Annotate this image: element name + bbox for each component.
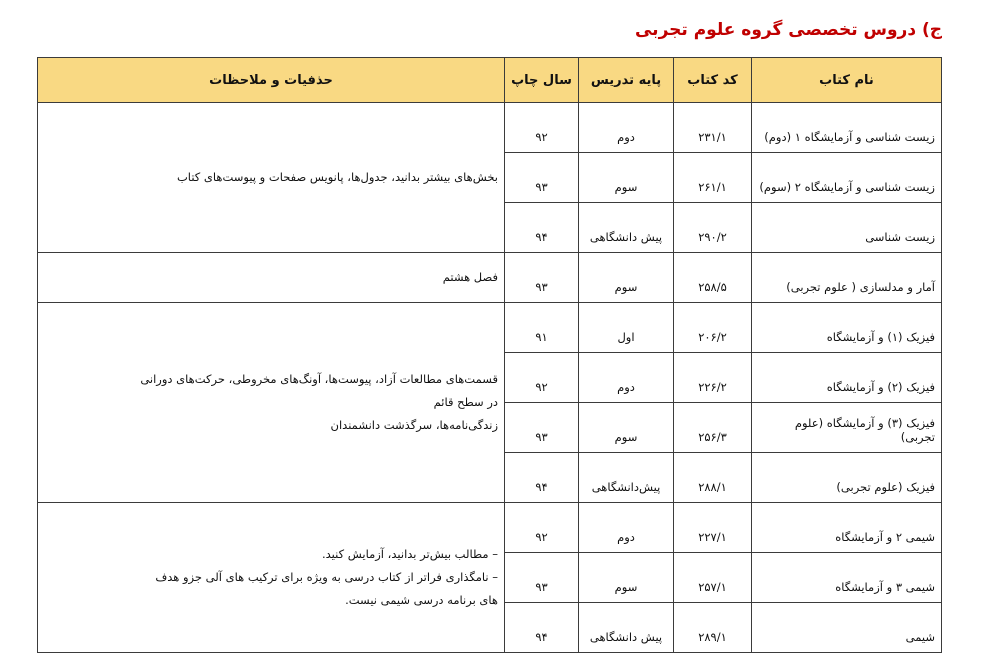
book-name: فیزیک (۳) و آزمایشگاه (علوم تجربی) bbox=[752, 403, 942, 453]
book-code: ۲۵۷/۱ bbox=[674, 553, 752, 603]
print-year: ۹۴ bbox=[505, 203, 579, 253]
book-name: زیست شناسی bbox=[752, 203, 942, 253]
book-grade: دوم bbox=[579, 353, 674, 403]
table-row bbox=[38, 253, 942, 303]
print-year: ۹۲ bbox=[505, 503, 579, 553]
book-name: زیست شناسی و آزمایشگاه ۲ (سوم) bbox=[752, 153, 942, 203]
book-code: ۲۲۷/۱ bbox=[674, 503, 752, 553]
book-name: فیزیک (علوم تجربی) bbox=[752, 453, 942, 503]
header-name: نام کتاب bbox=[752, 58, 942, 103]
print-year: ۹۳ bbox=[505, 253, 579, 303]
book-code: ۲۸۹/۱ bbox=[674, 603, 752, 653]
book-grade: سوم bbox=[579, 253, 674, 303]
book-code: ۲۶۱/۱ bbox=[674, 153, 752, 203]
book-grade: پیش دانشگاهی bbox=[579, 203, 674, 253]
book-name: فیزیک (۱) و آزمایشگاه bbox=[752, 303, 942, 353]
note-line: – نامگذاری فراتر از کتاب درسی به ویژه برای ترکیب های آلی جزو هدف bbox=[155, 570, 498, 584]
header-row bbox=[38, 58, 942, 103]
book-name: زیست شناسی و آزمایشگاه ۱ (دوم) bbox=[752, 103, 942, 153]
print-year: ۹۲ bbox=[505, 103, 579, 153]
book-grade: دوم bbox=[579, 503, 674, 553]
print-year: ۹۴ bbox=[505, 603, 579, 653]
header-year: سال چاپ bbox=[505, 58, 579, 103]
note-line: فصل هشتم bbox=[442, 270, 498, 284]
notes-chemistry bbox=[38, 503, 505, 653]
note-line: در سطح قائم bbox=[433, 395, 498, 409]
note-line: های برنامه درسی شیمی نیست. bbox=[345, 593, 498, 607]
book-code: ۲۸۸/۱ bbox=[674, 453, 752, 503]
book-code: ۲۵۸/۵ bbox=[674, 253, 752, 303]
courses-table bbox=[37, 57, 942, 653]
book-grade: اول bbox=[579, 303, 674, 353]
print-year: ۹۱ bbox=[505, 303, 579, 353]
book-grade: سوم bbox=[579, 553, 674, 603]
header-code: کد کتاب bbox=[674, 58, 752, 103]
section-title: ج) دروس تخصصی گروه علوم تجربی bbox=[634, 20, 942, 40]
print-year: ۹۳ bbox=[505, 153, 579, 203]
note-line: زندگی‌نامه‌ها، سرگذشت دانشمندان bbox=[330, 418, 498, 432]
table-row bbox=[38, 503, 942, 553]
book-grade: دوم bbox=[579, 103, 674, 153]
book-name: فیزیک (۲) و آزمایشگاه bbox=[752, 353, 942, 403]
book-name: آمار و مدلسازی ( علوم تجربی) bbox=[752, 253, 942, 303]
header-notes: حذفیات و ملاحظات bbox=[38, 58, 505, 103]
book-code: ۲۰۶/۲ bbox=[674, 303, 752, 353]
book-grade: پیش‌دانشگاهی bbox=[579, 453, 674, 503]
book-grade: پیش دانشگاهی bbox=[579, 603, 674, 653]
print-year: ۹۳ bbox=[505, 403, 579, 453]
book-name: شیمی ۳ و آزمایشگاه bbox=[752, 553, 942, 603]
book-code: ۲۲۶/۲ bbox=[674, 353, 752, 403]
book-name: شیمی ۲ و آزمایشگاه bbox=[752, 503, 942, 553]
book-code: ۲۵۶/۳ bbox=[674, 403, 752, 453]
notes-biology bbox=[38, 103, 505, 253]
table-row bbox=[38, 303, 942, 353]
header-grade: پایه تدریس bbox=[579, 58, 674, 103]
notes-stats bbox=[38, 253, 505, 303]
book-name: شیمی bbox=[752, 603, 942, 653]
table-row bbox=[38, 103, 942, 153]
book-grade: سوم bbox=[579, 403, 674, 453]
print-year: ۹۳ bbox=[505, 553, 579, 603]
book-code: ۲۳۱/۱ bbox=[674, 103, 752, 153]
print-year: ۹۲ bbox=[505, 353, 579, 403]
book-code: ۲۹۰/۲ bbox=[674, 203, 752, 253]
note-line: – مطالب بیش‌تر بدانید، آزمایش کنید. bbox=[321, 547, 498, 561]
book-grade: سوم bbox=[579, 153, 674, 203]
note-line: قسمت‌های مطالعات آزاد، پیوست‌ها، آونگ‌های مخروطی، حرکت‌های دورانی bbox=[140, 372, 498, 386]
note-line: بخش‌های بیشتر بدانید، جدول‌ها، پانویس صفحات و پیوست‌های کتاب bbox=[176, 170, 498, 184]
notes-physics bbox=[38, 303, 505, 503]
print-year: ۹۴ bbox=[505, 453, 579, 503]
